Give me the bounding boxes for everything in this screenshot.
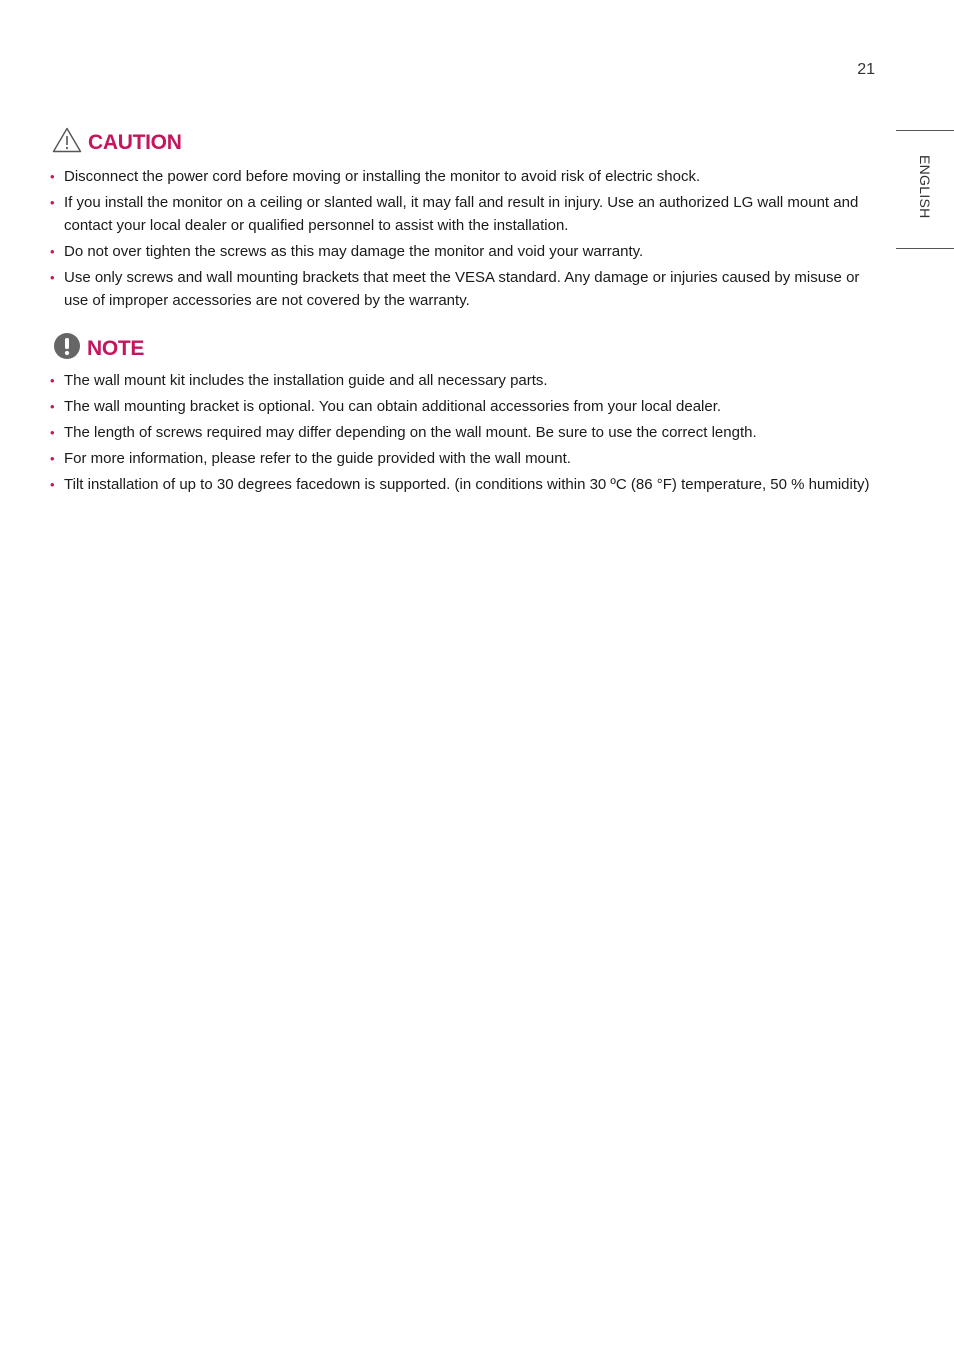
exclamation-circle-icon bbox=[53, 332, 81, 365]
note-item bbox=[50, 421, 872, 444]
caution-item-text: Disconnect the power cord before moving or installing the monitor to avoid risk of electric shock. bbox=[64, 168, 701, 185]
note-item bbox=[50, 369, 872, 392]
caution-item bbox=[50, 240, 872, 263]
note-item-text: For more information, please refer to the guide provided with the wall mount. bbox=[64, 450, 571, 467]
language-tab-label: ENGLISH bbox=[917, 155, 933, 219]
note-item-text: The length of screws required may differ depending on the wall mount. Be sure to use the correct length. bbox=[64, 424, 757, 441]
caution-item bbox=[50, 191, 872, 237]
note-item bbox=[50, 473, 872, 496]
bullet-icon: • bbox=[50, 399, 55, 414]
note-item bbox=[50, 395, 872, 418]
caution-item-text: Use only screws and wall mounting brackets that meet the VESA standard. Any damage or injuries caused by misuse or use of improper accessories are not covered by the warranty. bbox=[64, 269, 860, 309]
bullet-icon: • bbox=[50, 244, 55, 259]
bullet-icon: • bbox=[50, 451, 55, 466]
note-title: NOTE bbox=[87, 336, 145, 360]
caution-title: CAUTION bbox=[88, 130, 182, 154]
bullet-icon: • bbox=[50, 477, 55, 492]
note-item-text: The wall mounting bracket is optional. You can obtain additional accessories from your local dealer. bbox=[64, 398, 722, 415]
bullet-icon: • bbox=[50, 195, 55, 210]
bullet-icon: • bbox=[50, 169, 55, 184]
language-tab bbox=[896, 130, 954, 249]
bullet-icon: • bbox=[50, 270, 55, 285]
caution-item-text: If you install the monitor on a ceiling or slanted wall, it may fall and result in injury. Use an authorized LG wall mount and contact your local dealer or qualified personnel to assist with the installation. bbox=[64, 194, 859, 234]
note-item-text: The wall mount kit includes the installation guide and all necessary parts. bbox=[64, 372, 548, 389]
caution-item bbox=[50, 165, 872, 188]
caution-heading bbox=[52, 127, 182, 158]
note-item bbox=[50, 447, 872, 470]
caution-list bbox=[50, 165, 872, 315]
caution-item-text: Do not over tighten the screws as this may damage the monitor and void your warranty. bbox=[64, 243, 644, 260]
note-item-text: Tilt installation of up to 30 degrees facedown is supported. (in conditions within 30 ºC (86 °F) temperature, 50 % humidity) bbox=[64, 476, 870, 493]
bullet-icon: • bbox=[50, 425, 55, 440]
page-number: 21 bbox=[857, 61, 875, 78]
caution-item bbox=[50, 266, 872, 312]
note-heading bbox=[53, 332, 144, 365]
warning-triangle-icon bbox=[52, 127, 82, 158]
bullet-icon: • bbox=[50, 373, 55, 388]
note-list bbox=[50, 369, 872, 499]
